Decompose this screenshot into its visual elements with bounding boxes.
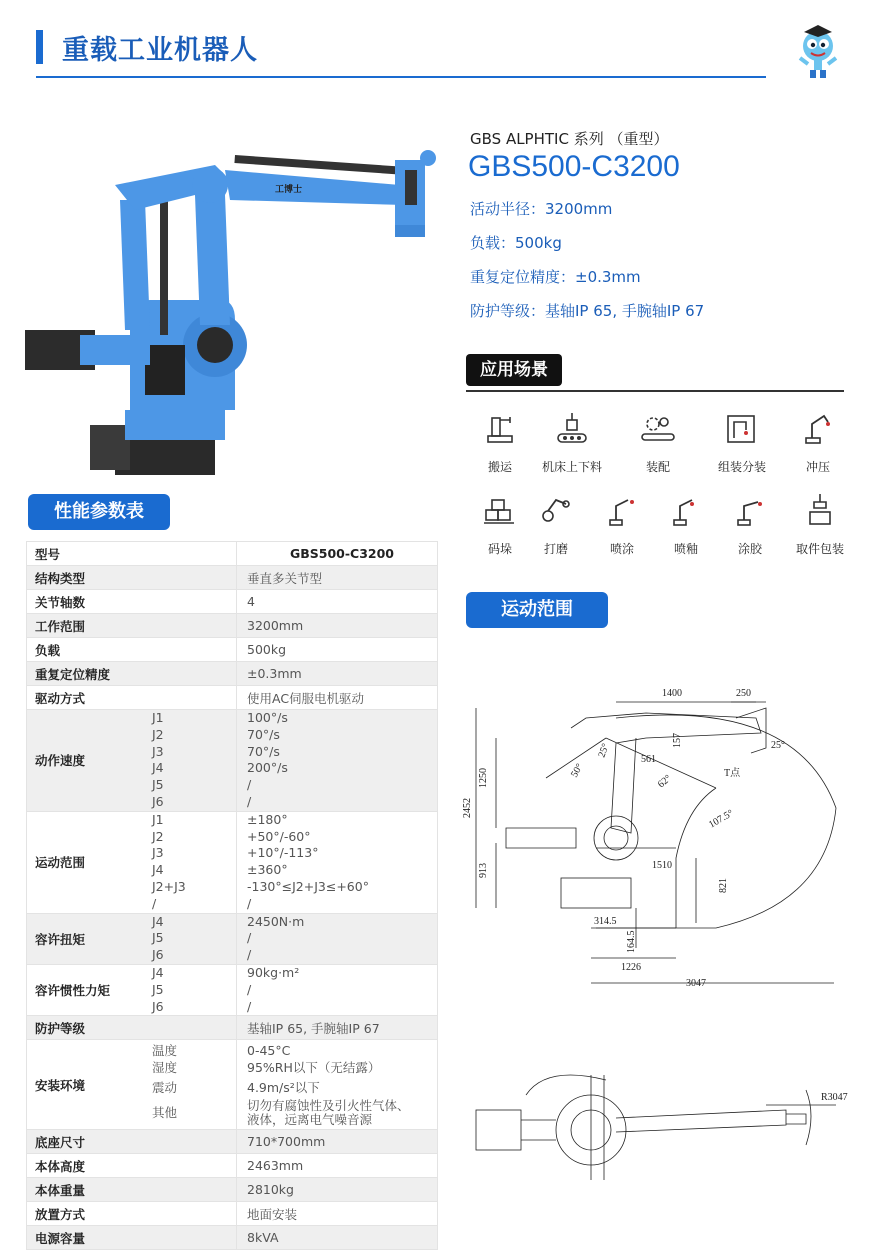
model-number: GBS500-C3200: [468, 150, 680, 183]
table-cell-value: ±0.3mm: [237, 662, 438, 686]
table-cell-label: 本体重量: [27, 1178, 237, 1202]
motion-range-side-view: [462, 678, 856, 998]
env-row: 安装环境 温度 湿度 震动 其他 0-45°C 95%RH以下（无结露） 4.9m/s²以下 切勿有腐蚀性及引火性气体、 液体，远离电气噪音源: [27, 1040, 438, 1130]
palletizing-boxes-icon: [480, 490, 520, 530]
spray-painting-icon: [602, 490, 642, 530]
header-accent-bar: [36, 30, 43, 64]
app-item-grinding: 打磨: [518, 490, 594, 557]
stamping-robot-icon: [798, 408, 838, 448]
table-cell-value: 8kVA: [237, 1226, 438, 1250]
dim-50: 50°: [569, 761, 586, 780]
table-cell-label: 防护等级: [27, 1016, 237, 1040]
table-cell-label: 驱动方式: [27, 686, 237, 710]
scenes-section-title: 应用场景: [466, 354, 562, 386]
table-cell-value: GBS500-C3200: [237, 542, 438, 566]
table-cell-value: 2463mm: [237, 1154, 438, 1178]
dim-107: 107.5°: [707, 807, 736, 831]
spec-repeatability: 重复定位精度：±0.3mm: [470, 268, 641, 286]
tool-point-label: T点: [724, 768, 741, 779]
dim-25-b: 25°: [771, 740, 785, 751]
app-item-handling: 搬运: [462, 408, 538, 475]
params-section-title: 性能参数表: [28, 494, 170, 530]
dim-561: 561: [641, 754, 656, 765]
picking-packing-icon: [800, 490, 840, 530]
motion-range-top-view: [466, 1070, 856, 1180]
gluing-robot-icon: [730, 490, 770, 530]
table-cell-value: 2810kg: [237, 1178, 438, 1202]
params-table: [26, 541, 438, 1250]
assembly-packing-icon: [722, 408, 762, 448]
dim-250: 250: [736, 688, 751, 699]
dim-2452: 2452: [462, 798, 473, 818]
page-title: 重载工业机器人: [62, 35, 258, 66]
app-item-glazing: 喷釉: [648, 490, 724, 557]
table-cell-label: 结构类型: [27, 566, 237, 590]
table-cell-value: 使用AC伺服电机驱动: [237, 686, 438, 710]
header-divider: [36, 76, 766, 78]
dim-164: 164.5: [626, 930, 637, 953]
spec-payload: 负载：500kg: [470, 234, 562, 252]
range-row: 运动范围 J1 J2 J3 J4 J2+J3 / ±180° +50°/-60° +10°/-113° ±360° -130°≤J2+J3≤+60° /: [27, 811, 438, 913]
dim-1226: 1226: [621, 962, 641, 973]
table-cell-value: 地面安装: [237, 1202, 438, 1226]
dim-r3047: R3047: [821, 1092, 848, 1103]
robot-product-image: [20, 140, 450, 485]
dim-62: 62°: [655, 772, 674, 791]
mascot-logo: [792, 22, 844, 80]
motion-section-title: 运动范围: [466, 592, 608, 628]
table-cell-value: 710*700mm: [237, 1130, 438, 1154]
table-cell-label: 本体高度: [27, 1154, 237, 1178]
app-item-gluing: 涂胶: [712, 490, 788, 557]
app-item-palletizing: 码垛: [462, 490, 538, 557]
spec-protection: 防护等级：基轴IP 65, 手腕轴IP 67: [470, 302, 705, 320]
table-cell-label: 负载: [27, 638, 237, 662]
handling-robot-icon: [480, 408, 520, 448]
table-cell-label: 工作范围: [27, 614, 237, 638]
assembly-gear-icon: [638, 408, 678, 448]
table-cell-label: 关节轴数: [27, 590, 237, 614]
dim-3047: 3047: [686, 978, 706, 989]
table-cell-value: 500kg: [237, 638, 438, 662]
app-item-picking-packing: 取件包装: [782, 490, 858, 557]
machine-loading-icon: [552, 408, 592, 448]
table-cell-label: 底座尺寸: [27, 1130, 237, 1154]
scenes-divider: [466, 390, 844, 392]
dim-1250: 1250: [478, 768, 489, 788]
dim-1510: 1510: [652, 860, 672, 871]
app-item-stamping: 冲压: [780, 408, 856, 475]
inertia-row: 容许惯性力矩 J4 J5 J6 90kg·m² / /: [27, 964, 438, 1015]
table-cell-label: 电源容量: [27, 1226, 237, 1250]
dim-821: 821: [718, 878, 729, 893]
app-item-assembly-packing: 组装分装: [704, 408, 780, 475]
spec-reach: 活动半径：3200mm: [470, 200, 613, 218]
table-cell-label: 放置方式: [27, 1202, 237, 1226]
glaze-spraying-icon: [666, 490, 706, 530]
dim-25-a: 25°: [596, 742, 612, 760]
table-cell-value: 基轴IP 65, 手腕轴IP 67: [237, 1016, 438, 1040]
table-cell-value: 垂直多关节型: [237, 566, 438, 590]
app-item-assembly: 装配: [620, 408, 696, 475]
app-item-machine-loading: 机床上下料: [534, 408, 610, 475]
dim-157: 157: [672, 733, 683, 748]
dim-913: 913: [478, 863, 489, 878]
table-cell-value: 3200mm: [237, 614, 438, 638]
speed-row: 动作速度 J1 J2 J3 J4 J5 J6 100°/s 70°/s 70°/s 200°/s / /: [27, 710, 438, 812]
grinding-robot-icon: [536, 490, 576, 530]
torque-row: 容许扭矩 J4 J5 J6 2450N·m / /: [27, 913, 438, 964]
robot-arm-logo-text: 工博士: [275, 185, 303, 195]
series-name: GBS ALPHTIC 系列 （重型）: [470, 130, 669, 148]
table-cell-value: 4: [237, 590, 438, 614]
table-cell-label: 型号: [27, 542, 237, 566]
dim-1400: 1400: [662, 688, 682, 699]
dim-314: 314.5: [594, 916, 617, 927]
app-item-spraying: 喷涂: [584, 490, 660, 557]
table-cell-label: 重复定位精度: [27, 662, 237, 686]
